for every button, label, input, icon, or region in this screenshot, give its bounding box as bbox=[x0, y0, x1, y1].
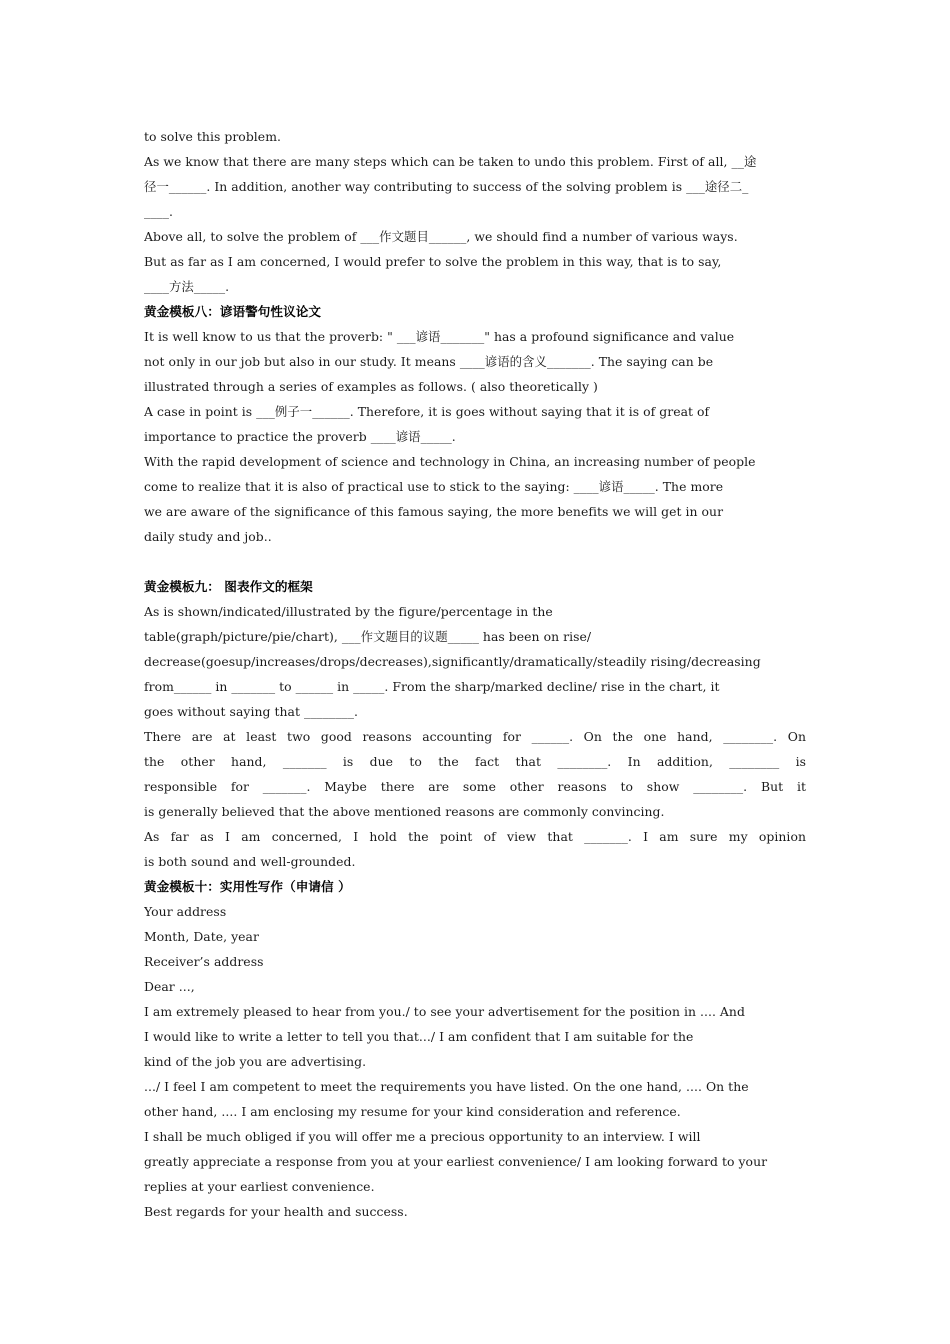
text-line: As far as I am concerned, I hold the point of view that _______. I am sure my opinion bbox=[144, 829, 806, 844]
text-line: I would like to write a letter to tell you that.../ I am confident that I am suitable for the bbox=[144, 1029, 694, 1044]
text-line: the other hand, _______ is due to the fact that ________. In addition, ________ is bbox=[144, 754, 806, 769]
text-line: other hand, .... I am enclosing my resume for your kind consideration and reference. bbox=[144, 1104, 681, 1119]
text-line: kind of the job you are advertising. bbox=[144, 1054, 367, 1069]
text-line: we are aware of the significance of this famous saying, the more benefits we will get in our bbox=[144, 504, 724, 519]
text-line: is both sound and well-grounded. bbox=[144, 854, 356, 869]
section-heading: 黄金模板九： 图表作文的框架 bbox=[144, 579, 313, 594]
text-line: With the rapid development of science and technology in China, an increasing number of people bbox=[144, 454, 756, 469]
section-heading: 黄金模板八：谚语警句性议论文 bbox=[144, 304, 322, 319]
text-line: to solve this problem. bbox=[144, 129, 281, 144]
text-line: A case in point is ___例子一______. Therefore, it is goes without saying that it is of great of bbox=[144, 404, 710, 419]
text-line: There are at least two good reasons accounting for ______. On the one hand, ________. On bbox=[144, 729, 806, 744]
text-line: from______ in _______ to ______ in _____. From the sharp/marked decline/ rise in the chart, it bbox=[144, 679, 720, 694]
text-line: It is well know to us that the proverb: " ___谚语_______" has a profound significance and value bbox=[144, 329, 735, 344]
text-line: Best regards for your health and success. bbox=[144, 1204, 408, 1219]
text-line: table(graph/picture/pie/chart), ___作文题目的议题_____ has been on rise/ bbox=[144, 629, 592, 644]
blank-line bbox=[144, 549, 806, 574]
text-line: But as far as I am concerned, I would prefer to solve the problem in this way, that is to say, bbox=[144, 254, 722, 269]
text-line: Month, Date, year bbox=[144, 929, 259, 944]
text-line: I shall be much obliged if you will offer me a precious opportunity to an interview. I will bbox=[144, 1129, 701, 1144]
text-line: ____方法_____. bbox=[144, 279, 230, 294]
text-line: responsible for _______. Maybe there are some other reasons to show ________. But it bbox=[144, 779, 806, 794]
text-line: importance to practice the proverb ____谚语_____. bbox=[144, 429, 456, 444]
text-line: Dear ..., bbox=[144, 979, 195, 994]
section-heading: 黄金模板十：实用性写作（申请信 ） bbox=[144, 879, 351, 894]
text-line: decrease(goesup/increases/drops/decreases),significantly/dramatically/steadily rising/decreasing bbox=[144, 654, 761, 669]
document-body bbox=[144, 124, 806, 1224]
text-line: come to realize that it is also of practical use to stick to the saying: ____谚语_____. The more bbox=[144, 479, 724, 494]
text-line: replies at your earliest convenience. bbox=[144, 1179, 375, 1194]
text-line: As we know that there are many steps which can be taken to undo this problem. First of all, __途 bbox=[144, 154, 757, 169]
text-line: daily study and job.. bbox=[144, 529, 272, 544]
text-line: is generally believed that the above mentioned reasons are commonly convincing. bbox=[144, 804, 665, 819]
text-line: ____. bbox=[144, 204, 173, 219]
text-line: goes without saying that ________. bbox=[144, 704, 358, 719]
text-line: greatly appreciate a response from you at your earliest convenience/ I am looking forward to your bbox=[144, 1154, 768, 1169]
text-line: 径一______. In addition, another way contributing to success of the solving problem is ___途径二_ bbox=[144, 179, 749, 194]
text-line: Receiver’s address bbox=[144, 954, 264, 969]
text-line: As is shown/indicated/illustrated by the figure/percentage in the bbox=[144, 604, 553, 619]
text-line: Above all, to solve the problem of ___作文题目______, we should find a number of various ways. bbox=[144, 229, 738, 244]
text-line: illustrated through a series of examples as follows. ( also theoretically ) bbox=[144, 379, 598, 394]
text-line: not only in our job but also in our study. It means ____谚语的含义_______. The saying can be bbox=[144, 354, 714, 369]
text-line: Your address bbox=[144, 904, 227, 919]
text-line: .../ I feel I am competent to meet the requirements you have listed. On the one hand, .... On the bbox=[144, 1079, 749, 1094]
text-line: I am extremely pleased to hear from you./ to see your advertisement for the position in .... And bbox=[144, 1004, 745, 1019]
